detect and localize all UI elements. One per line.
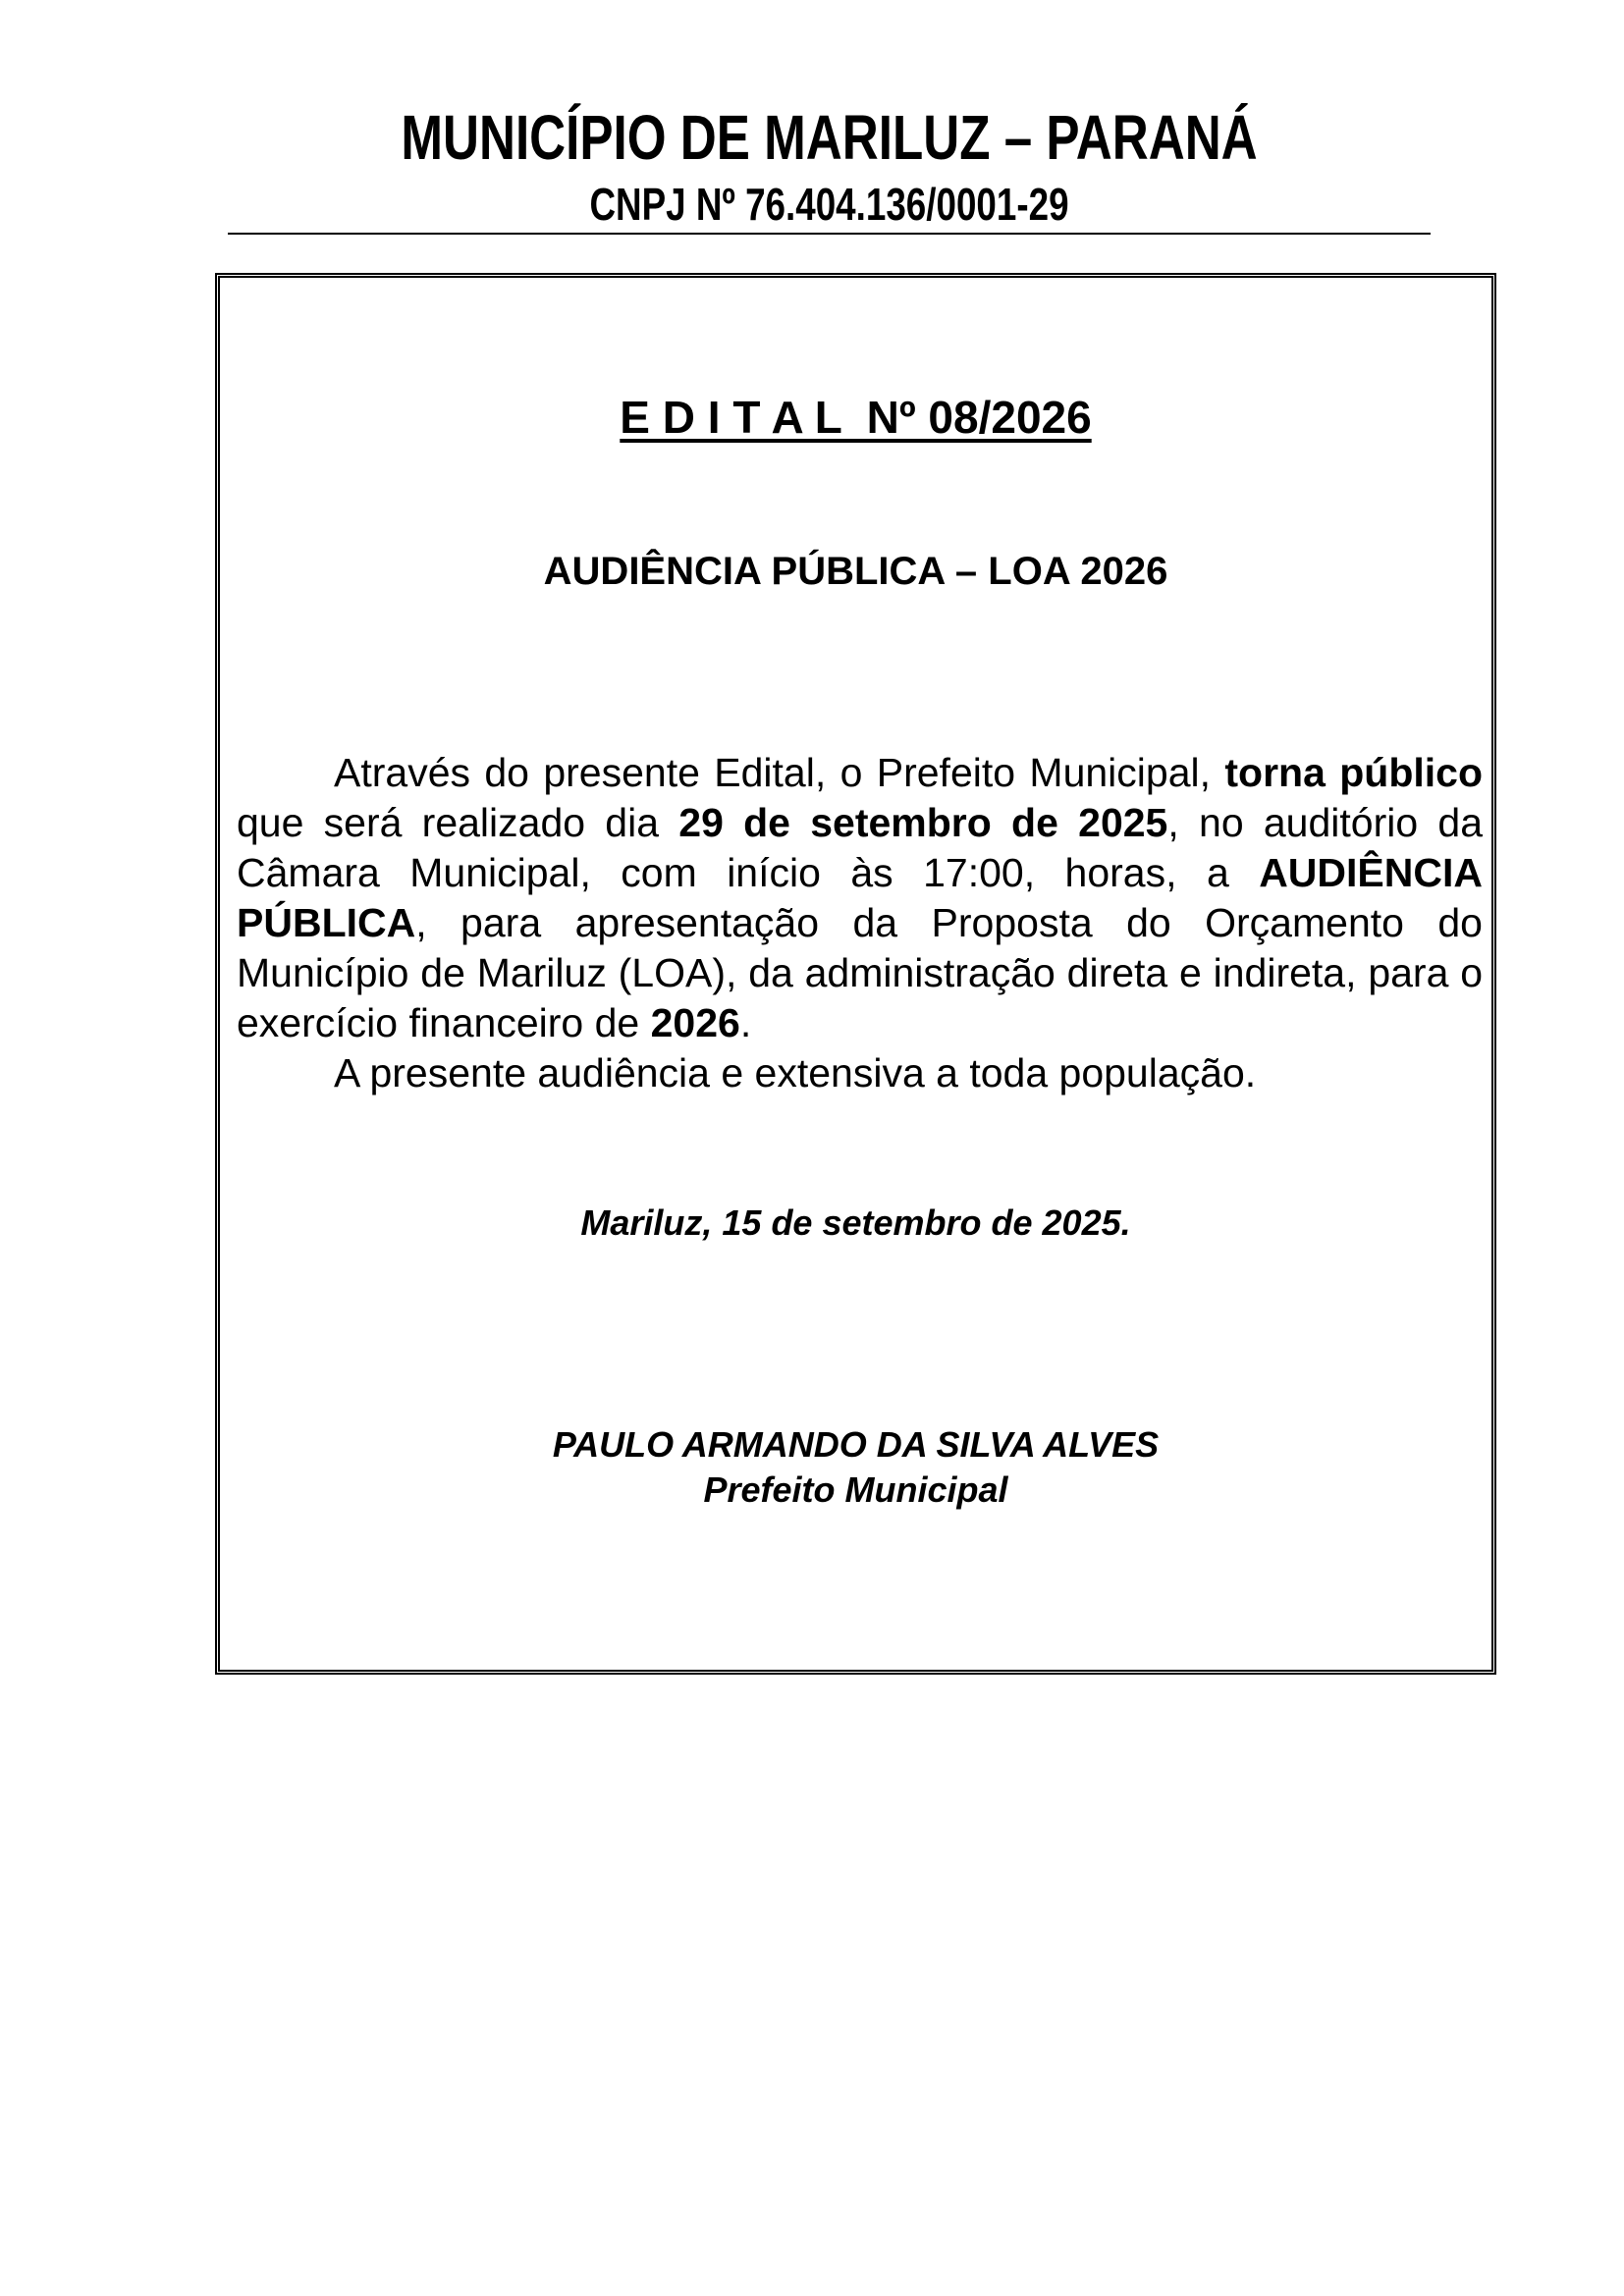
edital-title: E D I T A L Nº 08/2026 [620,392,1092,443]
body-text-segment: , para apresentação da Proposta do Orçamento do Município de Mariluz (LOA), da administração direta e indireta, para o exercício financeiro de [237,900,1483,1045]
body-paragraph-2: A presente audiência e extensiva a toda população. [334,1050,1257,1095]
cnpj-number: CNPJ Nº 76.404.136/0001-29 [589,179,1069,230]
header-divider [228,233,1431,235]
document-header [228,98,1431,232]
body-text-segment: que será realizado dia [237,800,679,845]
municipality-title: MUNICÍPIO DE MARILUZ – PARANÁ [401,102,1258,173]
edital-box [215,273,1496,1675]
body-text-segment: . [739,1000,752,1045]
body-bold-segment: AUDIÊNCIA PÚBLICA [237,850,1483,945]
body-paragraph-1 [237,748,1483,1048]
edital-subtitle: AUDIÊNCIA PÚBLICA – LOA 2026 [543,550,1168,593]
signatory-name: PAULO ARMANDO DA SILVA ALVES [552,1424,1160,1465]
event-date: 29 de setembro de 2025 [678,800,1168,845]
fiscal-year: 2026 [650,1000,740,1045]
signatory-role: Prefeito Municipal [703,1469,1008,1510]
body-text-segment: , no auditório da Câmara Municipal, com início às 17:00, horas, a [237,800,1484,895]
signature-block [220,1422,1491,1513]
edital-body [237,748,1483,1098]
place-date: Mariluz, 15 de setembro de 2025. [580,1202,1131,1243]
body-bold-segment: torna público [1224,750,1484,795]
body-text-segment: Através do presente Edital, o Prefeito Municipal, [334,750,1225,795]
